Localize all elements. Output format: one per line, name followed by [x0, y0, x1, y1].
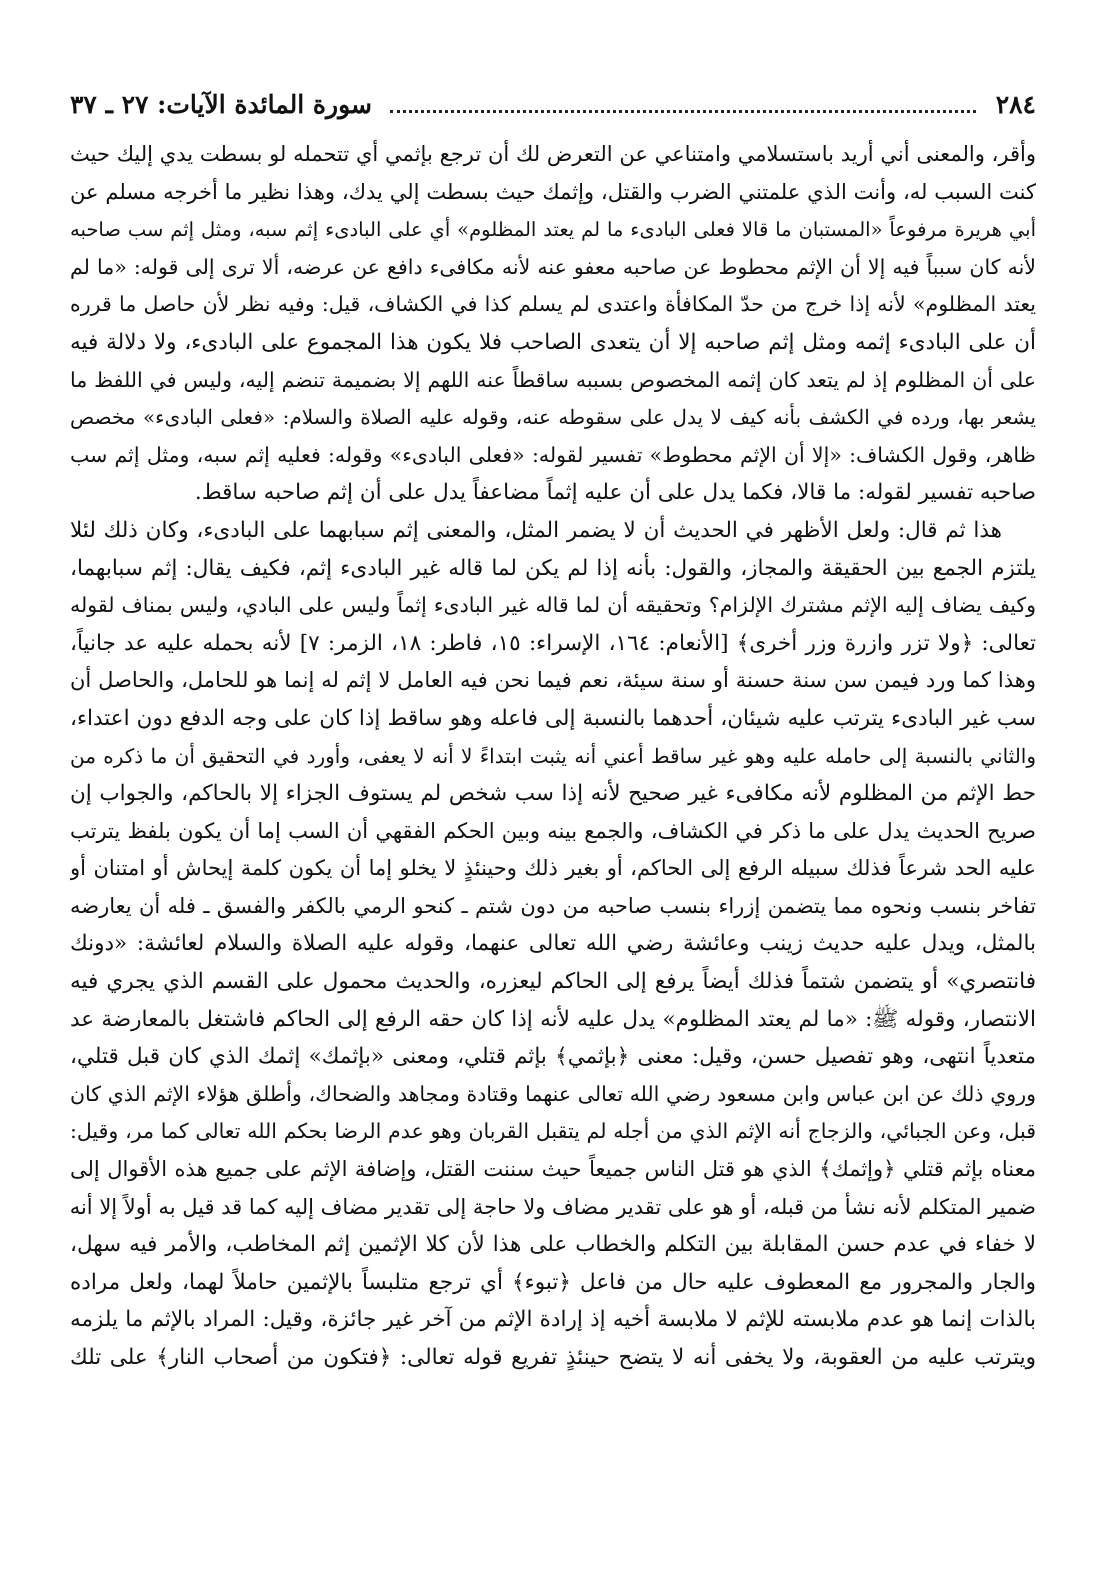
text-line: فانتصري» أو يتضمن شتماً فذلك أيضاً يرفع إلى الحاكم ليعزره، والحديث محمول على القسم الذي يجري فيه [70, 969, 1036, 995]
text-line: كنت السبب له، وأنت الذي علمتني الضرب والقتل، وإثمك حيث بسطت إلي يدك، وهذا نظير ما أخرجه مسلم عن [70, 179, 1036, 204]
text-line: يعتد المظلوم» لأنه إذا خرج من حدّ المكافأة واعتدى لم يسلم كذا في الكشاف، قيل: وفيه نظر لأن حاصل ما قرره [70, 292, 1036, 317]
text-line: يلتزم الجمع بين الحقيقة والمجاز، والقول: بأنه إذا لم يكن لما قاله غير البادىء إثم، فكيف يقال: إثم سبابهما، [70, 555, 1036, 581]
text-line: يشعر بها، ورده في الكشف بأنه كيف لا يدل على سقوطه عنه، وقوله عليه الصلاة والسلام: «فعلى البادىء» مخصص [70, 405, 1036, 430]
text-line: سب غير البادىء يترتب عليه شيئان، أحدهما بالنسبة إلى فاعله وهو ساقط إذا كان على وجه الدفع دون اعتداء، [70, 705, 1036, 731]
text-line: صريح الحديث يدل على ما ذكر في الكشاف، والجمع بينه وبين الحكم الفقهي أن السب إما أن يكون بلفظ يترتب [70, 818, 1036, 843]
text-line: لا خفاء في عدم حسن المقابلة بين التكلم والخطاب على هذا لأن كلا الإثمين إثم المخاطب، والأمر فيه سهل، [70, 1232, 1036, 1258]
text-line: متعدياً انتهى، وهو تفصيل حسن، وقيل: معنى ﴿بإثمي﴾ بإثم قتلي، ومعنى «بإثمك» إثمك الذي كان قبل قتلي، [70, 1044, 1036, 1070]
text-line: ويترتب عليه من العقوبة، ولا يخفى أنه لا يتضح حينئذٍ تفريع قوله تعالى: ﴿فتكون من أصحاب النار﴾ على تلك [70, 1345, 1036, 1370]
text-line: على أن المظلوم إذ لم يتعد كان إثمه المخصوص بسببه ساقطاً عنه اللهم إلا بضميمة تنضم إليه، وليس في اللفظ ما [70, 367, 1036, 392]
text-line: الانتصار، وقوله ﷺ: «ما لم يعتد المظلوم» يدل عليه لأنه إذا كان حقه الرفع إلى الحاكم فاشتغل بالمعارضة عد [70, 1006, 1036, 1032]
text-line: عليه الحد شرعاً فذلك سبيله الرفع إلى الحاكم، أو بغير ذلك وحينئذٍ لا يخلو إما أن يكون كلمة إيحاش أو امتنان أو [70, 856, 1036, 881]
text-line: وهذا كما ورد فيمن سن سنة حسنة أو سنة سيئة، نعم فيما نحن فيه العامل لا إثم له إنما هو للحامل، والحاصل أن [70, 668, 1036, 693]
text-line: صاحبه تفسير لقوله: ما قالا، فكما يدل على أن عليه إثماً مضاعفاً يدل على أن إثم صاحبه ساقط. [194, 480, 1036, 506]
text-line: حط الإثم من المظلوم لأنه مكافىء غير صحيح لأنه إذا سب شخص لم يستوف الجزاء إلا بالحاكم، والجواب إن [70, 781, 1036, 807]
text-line: وروي ذلك عن ابن عباس وابن مسعود رضي الله تعالى عنهما وقتادة ومجاهد والضحاك، وأطلق هؤلاء الإثم الذي كان [70, 1081, 1036, 1106]
text-line: أبي هريرة مرفوعاً «المستبان ما قالا فعلى البادىء ما لم يعتد المظلوم» أي على البادىء إثم سبه، ومثل إثم سب صاحبه [70, 218, 1036, 242]
text-line: وكيف يضاف إليه الإثم مشترك الإلزام؟ وتحقيقه أن لما قاله غير البادىء إثماً وليس على البادي، وليس بمناف لقوله [70, 593, 1036, 618]
page-number: ٢٨٤ [995, 89, 1036, 119]
text-line: بالمثل، ويدل عليه حديث زينب وعائشة رضي الله تعالى عنهما، وقوله عليه الصلاة والسلام لعائشة: «دونك [70, 931, 1036, 957]
text-line: هذا ثم قال: ولعل الأظهر في الحديث أن لا يضمر المثل، والمعنى إثم سبابهما على البادىء، وكان ذلك لئلا [70, 517, 1002, 543]
dotted-leader [390, 110, 976, 113]
text-line: لأنه كان سبباً فيه إلا أن الإثم محطوط عن صاحبه معفو عنه لأنه مكافىء دافع عن عرضه، ألا ترى إلى قوله: «ما لم [70, 254, 1036, 279]
text-line: والجار والمجرور مع المعطوف عليه حال من فاعل ﴿تبوء﴾ أي ترجع متلبساً بالإثمين حاملاً لهما، ولعل مراده [70, 1269, 1036, 1295]
text-line: تعالى: ﴿ولا تزر وازرة وزر أخرى﴾ [الأنعام: ١٦٤، الإسراء: ١٥، فاطر: ١٨، الزمر: ٧] لأنه بحمله عليه عد جانياً، [70, 630, 1036, 656]
text-line: ضمير المتكلم لأنه نشأ من قبله، أو هو على تقدير مضاف ولا حاجة إلى تقدير مضاف إليه كما قد قيل به أولاً إلا أنه [70, 1194, 1036, 1219]
text-line: بالذات إنما هو عدم ملابسته للإثم لا ملابسة أخيه إذ إرادة الإثم من آخر غير جائزة، وقيل: المراد بالإثم ما يلزمه [70, 1307, 1036, 1333]
text-line: والثاني بالنسبة إلى حامله عليه وهو غير ساقط أعني أنه يثبت ابتداءً لا أنه لا يعفى، وأورد في التحقيق أن ما ذكره من [70, 743, 1036, 768]
text-line: تفاخر بنسب ونحوه مما يتضمن إزراء بنسب صاحبه من دون شتم ـ كنحو الرمي بالكفر والفسق ـ فله أن يعارضه [70, 893, 1036, 918]
text-line: معناه بإثم قتلي ﴿وإثمك﴾ الذي هو قتل الناس جميعاً حيث سننت القتل، وإضافة الإثم على جميع هذه الأقوال إلى [70, 1157, 1036, 1182]
page-header [70, 84, 1036, 124]
text-line: وأقر، والمعنى أني أريد باستسلامي وامتناعي عن التعرض لك أن ترجع بإثمي أي تتحمله لو بسطت يدي إليك حيث [70, 142, 1036, 166]
text-line: ظاهر، وقول الكشاف: «إلا أن الإثم محطوط» تفسير لقوله: «فعلى البادىء» وقوله: فعليه إثم سبه، ومثل إثم سب [70, 442, 1036, 467]
running-title: سورة المائدة الآيات: ٢٧ ـ ٣٧ [70, 89, 372, 119]
text-line: قبل، وعن الجبائي، والزجاج أنه الإثم الذي من أجله لم يتقبل القربان وهو عدم الرضا بحكم الله تعالى كما مر، وقيل: [70, 1119, 1036, 1144]
text-line: أن على البادىء إثمه ومثل إثم صاحبه إلا أن يتعدى الصاحب فلا يكون هذا المجموع على البادىء، ولا دلالة فيه [70, 329, 1036, 355]
body-text [70, 136, 1036, 1377]
